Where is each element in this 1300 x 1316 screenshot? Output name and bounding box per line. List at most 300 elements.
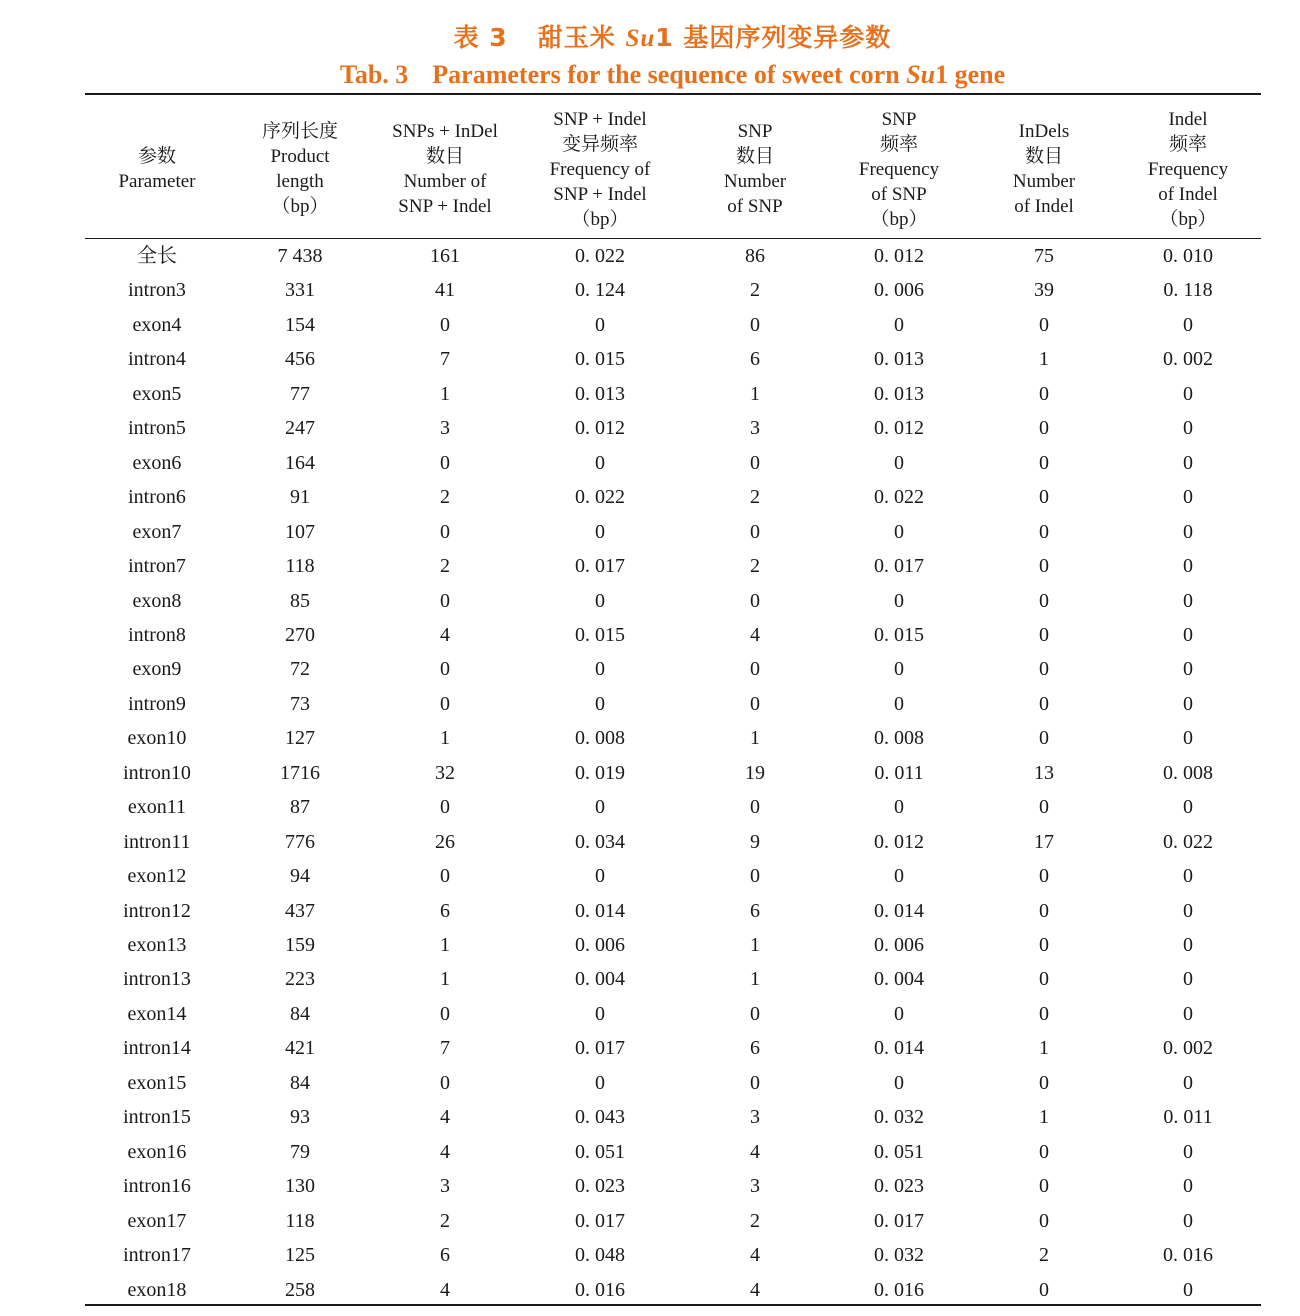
column-header-line: （bp） [1159, 208, 1217, 230]
table-cell: 0. 022 [874, 486, 924, 509]
column-header-line: Frequency of [549, 158, 651, 180]
table-cell: 4 [750, 1278, 760, 1301]
column-header [520, 105, 680, 233]
table-cell: 0. 006 [874, 279, 924, 302]
table-top-rule [85, 93, 1261, 95]
row-label-cell: intron5 [128, 417, 186, 440]
table-cell: 0 [894, 589, 904, 612]
column-header-line: 数目 [1024, 146, 1063, 167]
table-cell: 0 [440, 1002, 450, 1025]
column-header-line: of Indel [1014, 196, 1074, 217]
row-label-cell: exon12 [127, 865, 187, 888]
row-label-cell: intron15 [123, 1106, 191, 1129]
table-cell: 1 [1039, 348, 1049, 371]
column-header-line: Number [1012, 171, 1076, 192]
table-cell: 0 [440, 589, 450, 612]
table-cell: 0 [1039, 486, 1049, 509]
table-cell: 0. 013 [874, 382, 924, 405]
table-cell: 0. 004 [575, 968, 625, 991]
table-cell: 0. 032 [874, 1244, 924, 1267]
table-cell: 77 [290, 382, 310, 405]
table-cell: 93 [290, 1106, 310, 1129]
table-cell: 0. 034 [575, 830, 625, 853]
table-cell: 0. 012 [874, 830, 924, 853]
table-cell: 1 [440, 727, 450, 750]
table-cell: 41 [435, 279, 455, 302]
table-cell: 0. 012 [874, 417, 924, 440]
table-cell: 0. 022 [575, 486, 625, 509]
table-cell: 0 [1183, 1278, 1193, 1301]
column-header-line: Frequency [858, 158, 940, 180]
table-cell: 0 [595, 313, 605, 336]
table-cell: 6 [750, 1037, 760, 1060]
row-label-cell: exon17 [127, 1209, 187, 1232]
row-label-cell: 全长 [137, 245, 177, 267]
title-text-cn: 甜玉米 [537, 23, 616, 52]
table-cell: 0 [595, 1071, 605, 1094]
table-cell: 437 [285, 899, 315, 922]
table-cell: 0 [440, 865, 450, 888]
table-cell: 1 [440, 968, 450, 991]
column-header-line: of Indel [1158, 183, 1218, 205]
table-cell: 0 [1039, 520, 1049, 543]
table-cell: 0 [1183, 623, 1193, 646]
table-cell: 154 [285, 313, 315, 336]
column-header-line: 参数 [137, 146, 176, 167]
row-label-cell: intron4 [128, 348, 186, 371]
table-cell: 0 [440, 692, 450, 715]
table-cell: 2 [440, 555, 450, 578]
table-cell: 0 [1183, 796, 1193, 819]
table-cell: 0 [1183, 865, 1193, 888]
row-label-cell: intron8 [128, 623, 186, 646]
column-header-line: 数目 [735, 146, 774, 167]
table-cell: 0 [750, 658, 760, 681]
table-cell: 0 [894, 865, 904, 888]
table-cell: 0 [750, 520, 760, 543]
table-cell: 0 [1183, 555, 1193, 578]
table-cell: 0 [1183, 692, 1193, 715]
column-header-line: of SNP [871, 183, 927, 205]
table-cell: 0. 017 [575, 1209, 625, 1232]
gene-name-en: Su [906, 60, 936, 89]
table-cell: 6 [440, 899, 450, 922]
table-cell: 3 [750, 417, 760, 440]
row-label-cell: intron12 [123, 899, 191, 922]
row-label-cell: exon8 [132, 589, 182, 612]
table-cell: 0 [1039, 899, 1049, 922]
table-cell: 0 [1183, 934, 1193, 956]
column-header-line: （bp） [870, 208, 928, 230]
table-cell: 84 [290, 1002, 310, 1025]
table-title-en [0, 60, 1300, 90]
table-cell: 4 [750, 1140, 760, 1163]
table-cell: 1 [750, 968, 760, 991]
row-label-cell: intron9 [128, 692, 186, 715]
table-cell: 0. 006 [874, 934, 924, 956]
table-cell: 0 [1039, 934, 1049, 956]
table-cell: 7 [440, 348, 450, 371]
table-cell: 0 [1183, 1175, 1193, 1198]
table-cell: 0. 032 [874, 1106, 924, 1129]
column-header [695, 105, 815, 233]
table-cell: 2 [750, 279, 760, 302]
table-cell: 161 [430, 245, 460, 267]
table-cell: 0 [1183, 520, 1193, 543]
table-cell: 0 [894, 451, 904, 474]
row-label-cell: exon6 [132, 451, 182, 474]
table-cell: 0 [1039, 1175, 1049, 1198]
table-cell: 0 [1039, 658, 1049, 681]
table-cell: 0 [894, 796, 904, 819]
table-cell: 0 [1039, 313, 1049, 336]
table-cell: 0 [1183, 899, 1193, 922]
column-header-line: Product [270, 146, 330, 167]
table-cell: 0. 014 [575, 899, 625, 922]
table-cell: 223 [285, 968, 315, 991]
table-cell: 331 [285, 279, 315, 302]
table-cell: 2 [1039, 1244, 1049, 1267]
table-cell: 0. 008 [874, 727, 924, 750]
table-cell: 0. 017 [874, 1209, 924, 1232]
table-cell: 0 [1039, 417, 1049, 440]
column-header-line: SNP [737, 121, 773, 142]
table-cell: 0. 008 [1163, 761, 1213, 784]
table-cell: 0 [1183, 1140, 1193, 1163]
table-cell: 0 [1039, 555, 1049, 578]
table-cell: 39 [1034, 279, 1054, 302]
table-cell: 0 [1183, 1071, 1193, 1094]
table-cell: 3 [440, 1175, 450, 1198]
table-cell: 0 [1039, 1278, 1049, 1301]
table-cell: 0 [1183, 451, 1193, 474]
table-label-en: Tab. 3 [339, 60, 409, 89]
table-cell: 1 [750, 382, 760, 405]
table-cell: 0. 017 [874, 555, 924, 578]
table-cell: 0 [440, 1071, 450, 1094]
row-label-cell: exon13 [127, 934, 187, 956]
table-cell: 421 [285, 1037, 315, 1060]
title-text-en: Parameters for the sequence of sweet corn [432, 60, 900, 89]
table-cell: 19 [745, 761, 765, 784]
table-cell: 0 [894, 658, 904, 681]
table-cell: 0. 014 [874, 899, 924, 922]
table-cell: 0 [750, 451, 760, 474]
table-cell: 258 [285, 1278, 315, 1301]
table-cell: 75 [1034, 245, 1054, 267]
table-cell: 0 [1183, 382, 1193, 405]
table-cell: 0. 017 [575, 1037, 625, 1060]
row-label-cell: exon11 [127, 796, 187, 819]
table-cell: 0. 012 [874, 245, 924, 267]
table-cell: 118 [285, 1209, 315, 1232]
table-cell: 0 [750, 1002, 760, 1025]
table-cell: 73 [290, 692, 310, 715]
row-label-cell: exon15 [127, 1071, 187, 1094]
column-header-line: Parameter [118, 171, 196, 192]
row-label-cell: exon18 [127, 1278, 187, 1301]
column-header-line: length [276, 171, 324, 192]
table-cell: 130 [285, 1175, 315, 1198]
table-cell: 164 [285, 451, 315, 474]
table-cell: 4 [440, 1140, 450, 1163]
table-cell: 0 [1039, 382, 1049, 405]
table-cell: 32 [435, 761, 455, 784]
column-header [1118, 105, 1258, 233]
table-cell: 0 [1183, 727, 1193, 750]
table-cell: 0 [595, 520, 605, 543]
table-cell: 0 [595, 589, 605, 612]
table-cell: 79 [290, 1140, 310, 1163]
column-header [235, 105, 365, 233]
column-header-line: SNP + Indel [553, 108, 647, 130]
table-cell: 0. 013 [575, 382, 625, 405]
column-header-line: 数目 [425, 146, 464, 167]
table-cell: 0 [1039, 1209, 1049, 1232]
table-cell: 0 [440, 520, 450, 543]
table-cell: 127 [285, 727, 315, 750]
table-cell: 0 [894, 692, 904, 715]
table-cell: 0. 124 [575, 279, 625, 302]
table-cell: 2 [750, 1209, 760, 1232]
table-cell: 0 [750, 313, 760, 336]
table-cell: 4 [440, 1278, 450, 1301]
table-cell: 0 [1039, 1140, 1049, 1163]
table-cell: 0. 012 [575, 417, 625, 440]
table-cell: 0. 023 [575, 1175, 625, 1198]
table-cell: 4 [750, 623, 760, 646]
table-cell: 4 [750, 1244, 760, 1267]
column-header-line: （bp） [571, 208, 629, 230]
row-label-cell: intron6 [128, 486, 186, 509]
table-cell: 1 [440, 934, 450, 956]
table-cell: 0. 010 [1163, 245, 1213, 267]
table-cell: 118 [285, 555, 315, 578]
column-header-line: of SNP [727, 196, 783, 217]
column-header-line: Number [723, 171, 787, 192]
table-cell: 2 [440, 486, 450, 509]
table-cell: 7 438 [277, 245, 323, 267]
table-cell: 456 [285, 348, 315, 371]
row-label-cell: intron16 [123, 1175, 191, 1198]
table-cell: 7 [440, 1037, 450, 1060]
table-cell: 13 [1034, 761, 1054, 784]
table-cell: 26 [435, 830, 455, 853]
table-cell: 85 [290, 589, 310, 612]
table-cell: 0 [1183, 1002, 1193, 1025]
table-cell: 0. 022 [575, 245, 625, 267]
title-suffix-cn: 基因序列变异参数 [683, 23, 892, 52]
table-cell: 1 [750, 934, 760, 956]
table-cell: 0. 016 [575, 1278, 625, 1301]
column-header-line: Number of [403, 171, 487, 192]
table-cell: 0 [1183, 968, 1193, 991]
table-cell: 0 [894, 520, 904, 543]
table-cell: 1 [750, 727, 760, 750]
table-cell: 0 [1183, 1209, 1193, 1232]
table-cell: 1 [1039, 1037, 1049, 1060]
row-label-cell: exon4 [132, 313, 182, 336]
table-cell: 0. 004 [874, 968, 924, 991]
column-header-line: SNP + Indel [398, 196, 492, 217]
column-header-line: 频率 [879, 133, 918, 155]
table-cell: 0 [750, 589, 760, 612]
column-header-line: （bp） [271, 196, 329, 217]
row-label-cell: intron13 [123, 968, 191, 991]
table-cell: 2 [440, 1209, 450, 1232]
table-cell: 0. 051 [874, 1140, 924, 1163]
table-cell: 0 [1183, 417, 1193, 440]
table-cell: 0. 008 [575, 727, 625, 750]
row-label-cell: exon7 [132, 520, 182, 543]
column-header-line: SNPs + InDel [392, 121, 498, 142]
gene-number-cn: 1 [655, 23, 674, 52]
table-cell: 0. 015 [575, 348, 625, 371]
row-label-cell: exon16 [127, 1140, 187, 1163]
row-label-cell: exon14 [127, 1002, 187, 1025]
table-cell: 159 [285, 934, 315, 956]
gene-name-cn: Su [625, 25, 656, 52]
table-cell: 0. 013 [874, 348, 924, 371]
table-cell: 0 [1039, 727, 1049, 750]
table-cell: 2 [750, 555, 760, 578]
table-cell: 84 [290, 1071, 310, 1094]
table-cell: 0. 022 [1163, 830, 1213, 853]
table-cell: 0 [1039, 968, 1049, 991]
table-cell: 1716 [280, 761, 320, 784]
table-cell: 0 [1039, 865, 1049, 888]
table-cell: 107 [285, 520, 315, 543]
table-cell: 125 [285, 1244, 315, 1267]
table-cell: 0. 002 [1163, 348, 1213, 371]
table-cell: 3 [440, 417, 450, 440]
table-cell: 0. 015 [874, 623, 924, 646]
table-cell: 0. 048 [575, 1244, 625, 1267]
table-cell: 1 [440, 382, 450, 405]
gene-number-en: 1 [935, 60, 949, 89]
row-label-cell: intron14 [123, 1037, 191, 1060]
table-cell: 270 [285, 623, 315, 646]
table-cell: 3 [750, 1106, 760, 1129]
table-cell: 0. 006 [575, 934, 625, 956]
table-cell: 0 [595, 692, 605, 715]
table-cell: 0 [440, 451, 450, 474]
table-cell: 0 [750, 865, 760, 888]
table-cell: 0. 019 [575, 761, 625, 784]
column-header [979, 105, 1109, 233]
table-cell: 0 [440, 658, 450, 681]
table-cell: 6 [750, 348, 760, 371]
table-cell: 0 [595, 865, 605, 888]
table-cell: 86 [745, 245, 765, 267]
column-header-line: 频率 [1168, 133, 1207, 155]
title-suffix-en: gene [954, 60, 1006, 89]
column-header-line: 变异频率 [561, 133, 638, 155]
table-label-cn: 表 3 [453, 23, 508, 52]
table-cell: 0. 011 [874, 761, 924, 784]
row-label-cell: intron3 [128, 279, 186, 302]
row-label-cell: exon5 [132, 382, 182, 405]
table-cell: 0 [595, 451, 605, 474]
table-cell: 0 [595, 658, 605, 681]
table-cell: 0 [595, 1002, 605, 1025]
table-cell: 0 [894, 1002, 904, 1025]
table-cell: 17 [1034, 830, 1054, 853]
table-cell: 0 [1183, 589, 1193, 612]
table-cell: 6 [440, 1244, 450, 1267]
table-cell: 0 [1039, 451, 1049, 474]
column-header [370, 105, 520, 233]
table-cell: 0 [750, 796, 760, 819]
table-cell: 0 [894, 313, 904, 336]
table-cell: 0. 002 [1163, 1037, 1213, 1060]
row-label-cell: intron11 [123, 830, 191, 853]
table-cell: 0 [1039, 692, 1049, 715]
table-cell: 0 [1039, 1071, 1049, 1094]
table-cell: 0. 043 [575, 1106, 625, 1129]
table-cell: 0 [750, 692, 760, 715]
table-cell: 776 [285, 830, 315, 853]
table-cell: 0 [1039, 796, 1049, 819]
table-cell: 0. 016 [1163, 1244, 1213, 1267]
table-cell: 4 [440, 623, 450, 646]
column-header [82, 105, 232, 233]
table-cell: 0 [440, 796, 450, 819]
column-header-line: Indel [1168, 108, 1208, 130]
table-cell: 2 [750, 486, 760, 509]
table-cell: 9 [750, 830, 760, 853]
column-header-line: InDels [1018, 121, 1070, 142]
table-cell: 0 [894, 1071, 904, 1094]
row-label-cell: intron7 [128, 555, 186, 578]
table-cell: 6 [750, 899, 760, 922]
table-cell: 87 [290, 796, 310, 819]
table-cell: 0. 016 [874, 1278, 924, 1301]
table-cell: 0. 118 [1163, 279, 1213, 302]
row-label-cell: exon10 [127, 727, 187, 750]
table-cell: 0 [750, 1071, 760, 1094]
table-title-cn [0, 18, 1300, 54]
row-label-cell: intron17 [123, 1244, 191, 1267]
table-cell: 94 [290, 865, 310, 888]
column-header [834, 105, 964, 233]
table-cell: 3 [750, 1175, 760, 1198]
table-cell: 4 [440, 1106, 450, 1129]
table-cell: 0 [440, 313, 450, 336]
column-header-line: SNP [881, 108, 917, 130]
table-cell: 72 [290, 658, 310, 681]
row-label-cell: exon9 [132, 658, 182, 681]
table-cell: 0 [1183, 313, 1193, 336]
table-cell: 91 [290, 486, 310, 509]
table-cell: 0. 011 [1163, 1106, 1213, 1129]
table-cell: 1 [1039, 1106, 1049, 1129]
column-header-line: SNP + Indel [553, 183, 647, 205]
table-cell: 0 [1183, 658, 1193, 681]
row-label-cell: intron10 [123, 761, 191, 784]
table-cell: 0. 051 [575, 1140, 625, 1163]
table-cell: 0. 017 [575, 555, 625, 578]
column-header-line: Frequency [1147, 158, 1229, 180]
table-cell: 0 [1039, 623, 1049, 646]
table-cell: 0 [1039, 589, 1049, 612]
table-cell: 0 [1039, 1002, 1049, 1025]
table-cell: 0 [595, 796, 605, 819]
table-cell: 0. 023 [874, 1175, 924, 1198]
table-cell: 0 [1183, 486, 1193, 509]
column-header-line: 序列长度 [261, 121, 338, 142]
table-cell: 0. 014 [874, 1037, 924, 1060]
